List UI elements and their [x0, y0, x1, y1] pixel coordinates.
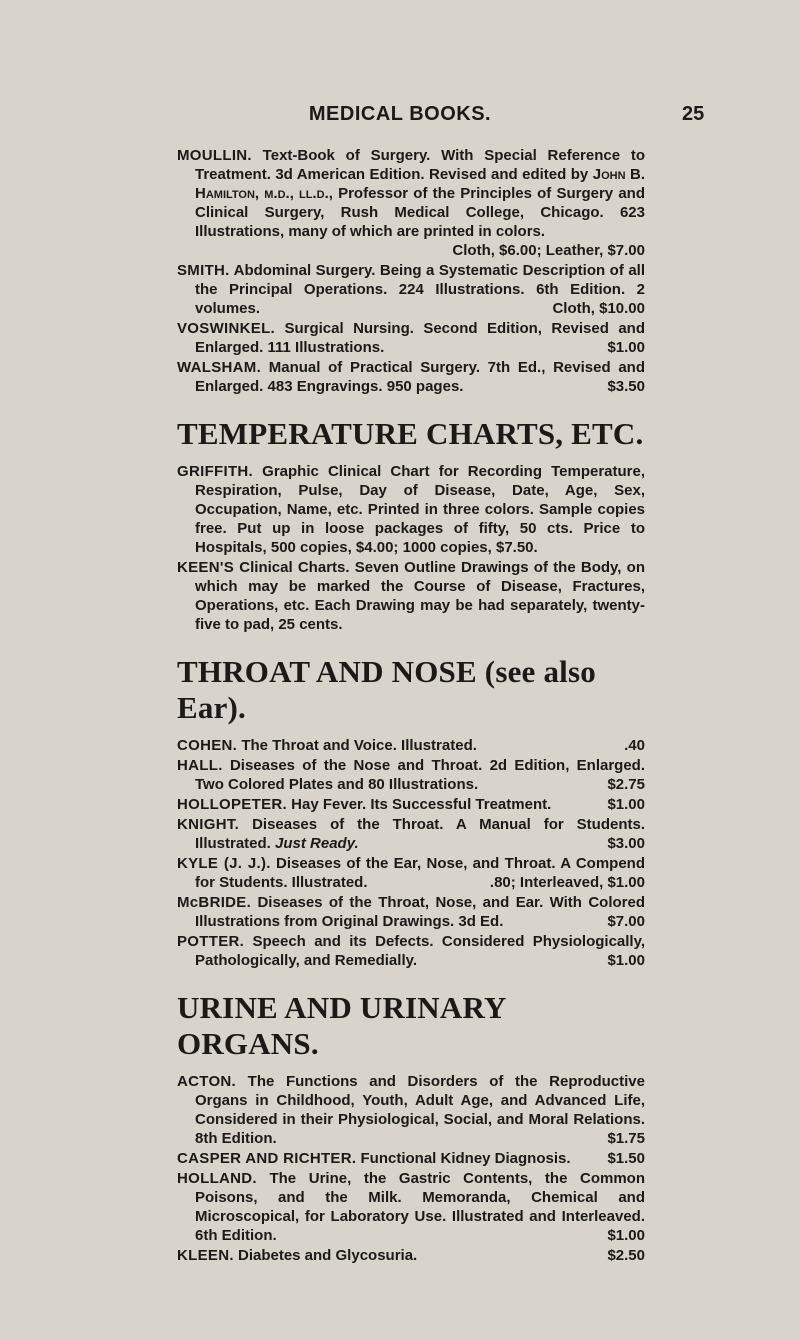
entry-price: .40: [624, 737, 645, 754]
entry-description: Manual of Practical Surgery. 7th Ed., Revised and Enlarged. 483 Engravings. 950 pages.: [195, 359, 645, 395]
entry-price: $1.50: [607, 1150, 645, 1167]
entry-author: KNIGHT.: [177, 816, 240, 833]
entry-author: HALL.: [177, 757, 223, 774]
catalog-entry: [177, 319, 645, 357]
entry-description: Surgical Nursing. Second Edition, Revised and Enlarged. 111 Illustrations.: [195, 320, 645, 356]
running-head: [0, 103, 800, 133]
entry-author: VOSWINKEL.: [177, 320, 276, 337]
entry-description: Speech and its Defects. Considered Physiologically, Pathologically, and Remedially.: [195, 933, 645, 969]
entry-price: $1.00: [607, 339, 645, 356]
catalog-entry: [177, 462, 645, 557]
catalog-entry: [177, 854, 645, 892]
entry-note: Just Ready.: [275, 835, 359, 852]
entry-author: COHEN.: [177, 737, 238, 754]
entry-description: The Throat and Voice. Illustrated.: [241, 737, 477, 754]
entry-description: Functional Kidney Diagnosis.: [360, 1150, 571, 1167]
catalog-entry: [177, 815, 645, 853]
page-number: 25: [682, 103, 705, 125]
catalog-entry: [177, 932, 645, 970]
entry-description-cont: , Professor of the Principles of Surgery and Clinical Surgery, Rush Medical College, Chicago. 623 Illustrations, many of which are printed in colors.: [195, 185, 645, 240]
entry-price: .80; Interleaved, $1.00: [489, 874, 645, 891]
entry-author: ACTON.: [177, 1073, 237, 1090]
entry-price: $3.00: [607, 835, 645, 852]
entry-price: $1.00: [607, 796, 645, 813]
entry-description: Diseases of the Nose and Throat. 2d Edition, Enlarged. Two Colored Plates and 80 Illustrations.: [195, 757, 646, 793]
entry-author: KEEN'S: [177, 559, 235, 576]
entry-author: KLEEN.: [177, 1247, 234, 1264]
catalog-entry: [177, 146, 645, 260]
entry-editor: John B. Hamilton, m.d., ll.d.: [195, 166, 645, 202]
catalog-column: [177, 146, 645, 1266]
entry-price: Cloth, $10.00: [552, 300, 645, 317]
entry-description: Diseases of the Throat. A Manual for Students. Illustrated.: [195, 816, 645, 852]
section-heading: THROAT AND NOSE (see also Ear).: [177, 654, 596, 725]
catalog-entry: [177, 1169, 645, 1245]
entry-description: Clinical Charts. Seven Outline Drawings of the Body, on which may be marked the Course of Disease, Fractures, Operations, etc. Each Drawing may be had separately, twenty-five to pad, 25 cents.: [195, 559, 646, 633]
entry-price: $1.00: [607, 952, 645, 969]
catalog-entry: [177, 736, 645, 755]
entry-price: $7.00: [607, 913, 645, 930]
catalog-entry: [177, 558, 645, 634]
entry-price: $3.50: [607, 378, 645, 395]
catalog-entry: [177, 893, 645, 931]
catalog-entry: [177, 358, 645, 396]
entry-description: Diseases of the Throat, Nose, and Ear. With Colored Illustrations from Original Drawings. 3d Ed.: [195, 894, 645, 930]
entry-author: HOLLOPETER.: [177, 796, 287, 813]
entry-author: GRIFFITH.: [177, 463, 254, 480]
entry-price: $2.75: [607, 776, 645, 793]
entry-description: The Urine, the Gastric Contents, the Common Poisons, and the Milk. Memoranda, Chemical and Microscopical, for Laboratory Use. Illustrated and Interleaved. 6th Edition.: [195, 1170, 645, 1244]
entry-author: POTTER.: [177, 933, 245, 950]
catalog-entry: [177, 1246, 645, 1265]
entry-author: McBRIDE.: [177, 894, 252, 911]
running-title: MEDICAL BOOKS.: [308, 103, 492, 125]
entry-description: The Functions and Disorders of the Reproductive Organs in Childhood, Youth, Adult Age, and Advanced Life, Considered in their Physiological, Social, and Moral Relations. 8th Edition.: [195, 1073, 645, 1147]
catalog-entry: [177, 1149, 645, 1168]
entry-author: KYLE (J. J.).: [177, 855, 271, 872]
entry-author: MOULLIN.: [177, 147, 252, 164]
catalog-entry: [177, 795, 645, 814]
entry-price: $1.00: [607, 1227, 645, 1244]
entry-description: Diabetes and Glycosuria.: [237, 1247, 418, 1264]
section-heading: URINE AND URINARY ORGANS.: [177, 990, 506, 1061]
entry-description: Graphic Clinical Chart for Recording Temperature, Respiration, Pulse, Day of Disease, Date, Age, Sex, Occupation, Name, etc. Printed in three colors. Sample copies free. Put up in loose packages of fifty, 50 cts. Price to Hospitals, 500 copies, $4.00; 1000 copies, $7.50.: [195, 463, 646, 556]
entry-author: SMITH.: [177, 262, 230, 279]
entry-description: Hay Fever. Its Successful Treatment.: [291, 796, 552, 813]
section-heading: TEMPERATURE CHARTS, ETC.: [177, 416, 644, 451]
entry-description: Diseases of the Ear, Nose, and Throat. A Compend for Students. Illustrated.: [195, 855, 645, 891]
entry-price: $1.75: [607, 1130, 645, 1147]
catalog-entry: [177, 756, 645, 794]
entry-description: Abdominal Surgery. Being a Systematic Description of all the Principal Operations. 224 Illustrations. 6th Edition. 2 volumes.: [195, 262, 645, 317]
entry-author: WALSHAM.: [177, 359, 262, 376]
entry-author: HOLLAND.: [177, 1170, 257, 1187]
entry-price: Cloth, $6.00; Leather, $7.00: [452, 242, 645, 259]
entry-description: Text-Book of Surgery. With Special Reference to Treatment. 3d American Edition. Revised and edited by: [195, 147, 645, 183]
catalog-entry: [177, 261, 645, 318]
entry-author: CASPER AND RICHTER.: [177, 1150, 357, 1167]
catalog-entry: [177, 1072, 645, 1148]
entry-price: $2.50: [607, 1247, 645, 1264]
